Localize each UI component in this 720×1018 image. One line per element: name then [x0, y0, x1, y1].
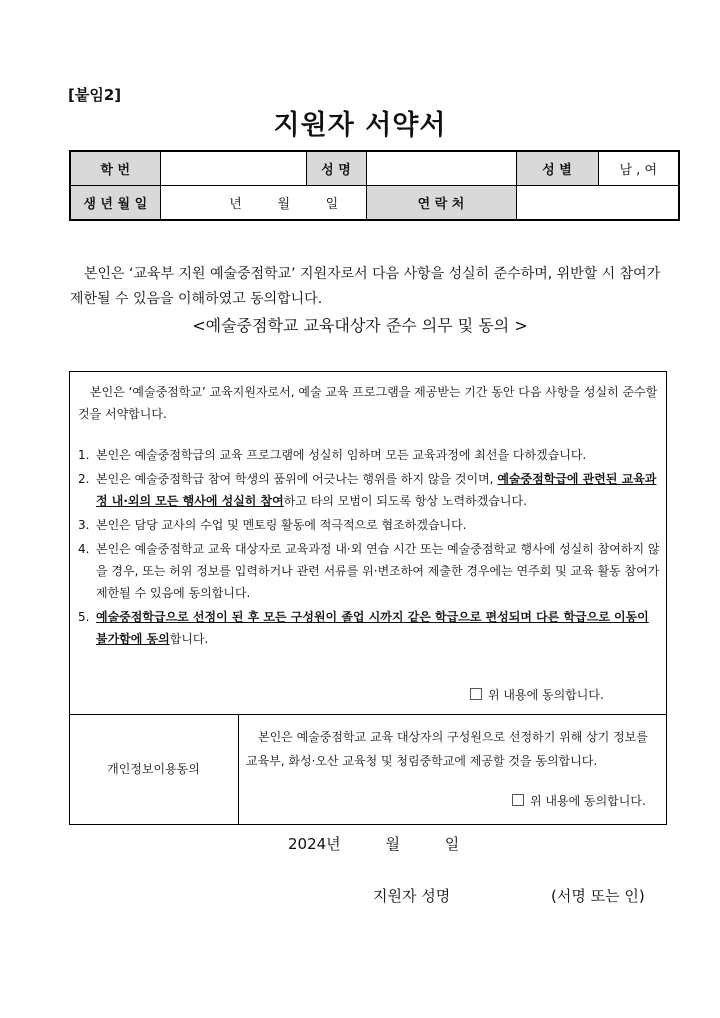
- birth-date-label: 생 년 월 일: [70, 186, 160, 221]
- item-text: 합니다.: [169, 632, 209, 646]
- checkbox-icon[interactable]: [512, 794, 524, 806]
- item-number: 1.: [78, 448, 90, 462]
- privacy-consent-text: 본인은 예술중점학교 교육 대상자의 구성원으로 선정하기 위해 상기 정보를 교육부, 화성·오산 교육청 및 청림중학교에 제공할 것을 동의합니다.: [246, 730, 648, 768]
- item-text: 본인은 예술중점학급 참여 학생의 품위에 어긋나는 행위를 하지 않을 것이며,: [96, 472, 498, 486]
- date-year: 2024년: [288, 835, 341, 853]
- checkbox-icon[interactable]: [470, 688, 482, 700]
- item-number: 2.: [78, 472, 90, 486]
- list-item: [78, 606, 660, 650]
- gender-field[interactable]: 남 , 여: [598, 151, 679, 186]
- birth-day-unit: 일: [325, 197, 339, 212]
- list-item: [78, 468, 660, 512]
- signature-label: 지원자 성명: [373, 887, 451, 905]
- section-subtitle: <예술중점학교 교육대상자 준수 의무 및 동의 >: [192, 316, 528, 335]
- list-item: [78, 514, 660, 536]
- gender-label: 성 별: [516, 151, 598, 186]
- item-text-emphasis: 예술중점학급에 관련된 교육과정 내·외의 모든 행사에 성실히 참여: [96, 472, 657, 508]
- item-number: 5.: [78, 610, 90, 624]
- pledge-agree-label: 위 내용에 동의합니다.: [488, 688, 604, 702]
- intro-paragraph: 본인은 ‘교육부 지원 예술중점학교’ 지원자로서 다음 사항을 성실히 준수하며, 위반할 시 참여가 제한될 수 있음을 이해하였고 동의합니다.: [70, 266, 661, 307]
- applicant-info-table: [69, 150, 680, 221]
- item-text-emphasis: 예술중점학급으로 선정이 된 후 모든 구성원이 졸업 시까지 같은 학급으로 편성되며 다른 학급으로 이동이 불가함에 동의: [96, 610, 649, 646]
- birth-month-unit: 월: [277, 197, 290, 212]
- pledge-list: [78, 444, 660, 652]
- contact-field[interactable]: [516, 186, 679, 221]
- item-number: 3.: [78, 518, 90, 532]
- name-field[interactable]: [366, 151, 516, 186]
- pledge-agree-checkbox[interactable]: [470, 686, 604, 703]
- name-label: 성 명: [306, 151, 366, 186]
- date-month: 월: [385, 835, 400, 853]
- privacy-agree-checkbox[interactable]: [512, 792, 646, 809]
- date-line: [288, 833, 499, 854]
- date-day: 일: [444, 835, 460, 853]
- attachment-label: [붙임2]: [68, 86, 122, 104]
- contact-label: 연 락 처: [366, 186, 516, 221]
- divider: [69, 714, 666, 715]
- item-text: 본인은 예술중점학교 교육 대상자로 교육과정 내·외 연습 시간 또는 예술중점학교 행사에 성실히 참여하지 않을 경우, 또는 허위 정보를 입력하거나 관련 서류를 위·변조하여 제출한 경우에는 연주회 및 교육 활동 참여가 제한될 수 있음에 동의합니다.: [96, 542, 660, 600]
- privacy-agree-label: 위 내용에 동의합니다.: [530, 794, 646, 808]
- student-id-label: 학 번: [70, 151, 160, 186]
- birth-date-field[interactable]: [160, 186, 366, 221]
- divider: [238, 714, 239, 824]
- list-item: [78, 444, 660, 466]
- list-item: [78, 538, 660, 604]
- page-title: 지원자 서약서: [273, 110, 447, 141]
- item-text: 하고 타의 모범이 되도록 항상 노력하겠습니다.: [283, 494, 527, 508]
- student-id-field[interactable]: [160, 151, 306, 186]
- privacy-consent-label: 개인정보이용동의: [107, 762, 200, 776]
- birth-year-unit: 년: [229, 197, 242, 212]
- signature-field[interactable]: (서명 또는 인): [551, 887, 645, 905]
- item-text: 본인은 담당 교사의 수업 및 멘토링 활동에 적극적으로 협조하겠습니다.: [96, 518, 467, 532]
- item-text: 본인은 예술중점학급의 교육 프로그램에 성실히 임하며 모든 교육과정에 최선을 다하겠습니다.: [96, 448, 587, 462]
- item-number: 4.: [78, 542, 90, 556]
- pledge-intro: 본인은 ‘예술중점학교’ 교육지원자로서, 예술 교육 프로그램을 제공받는 기간 동안 다음 사항을 성실히 준수할 것을 서약합니다.: [78, 385, 658, 421]
